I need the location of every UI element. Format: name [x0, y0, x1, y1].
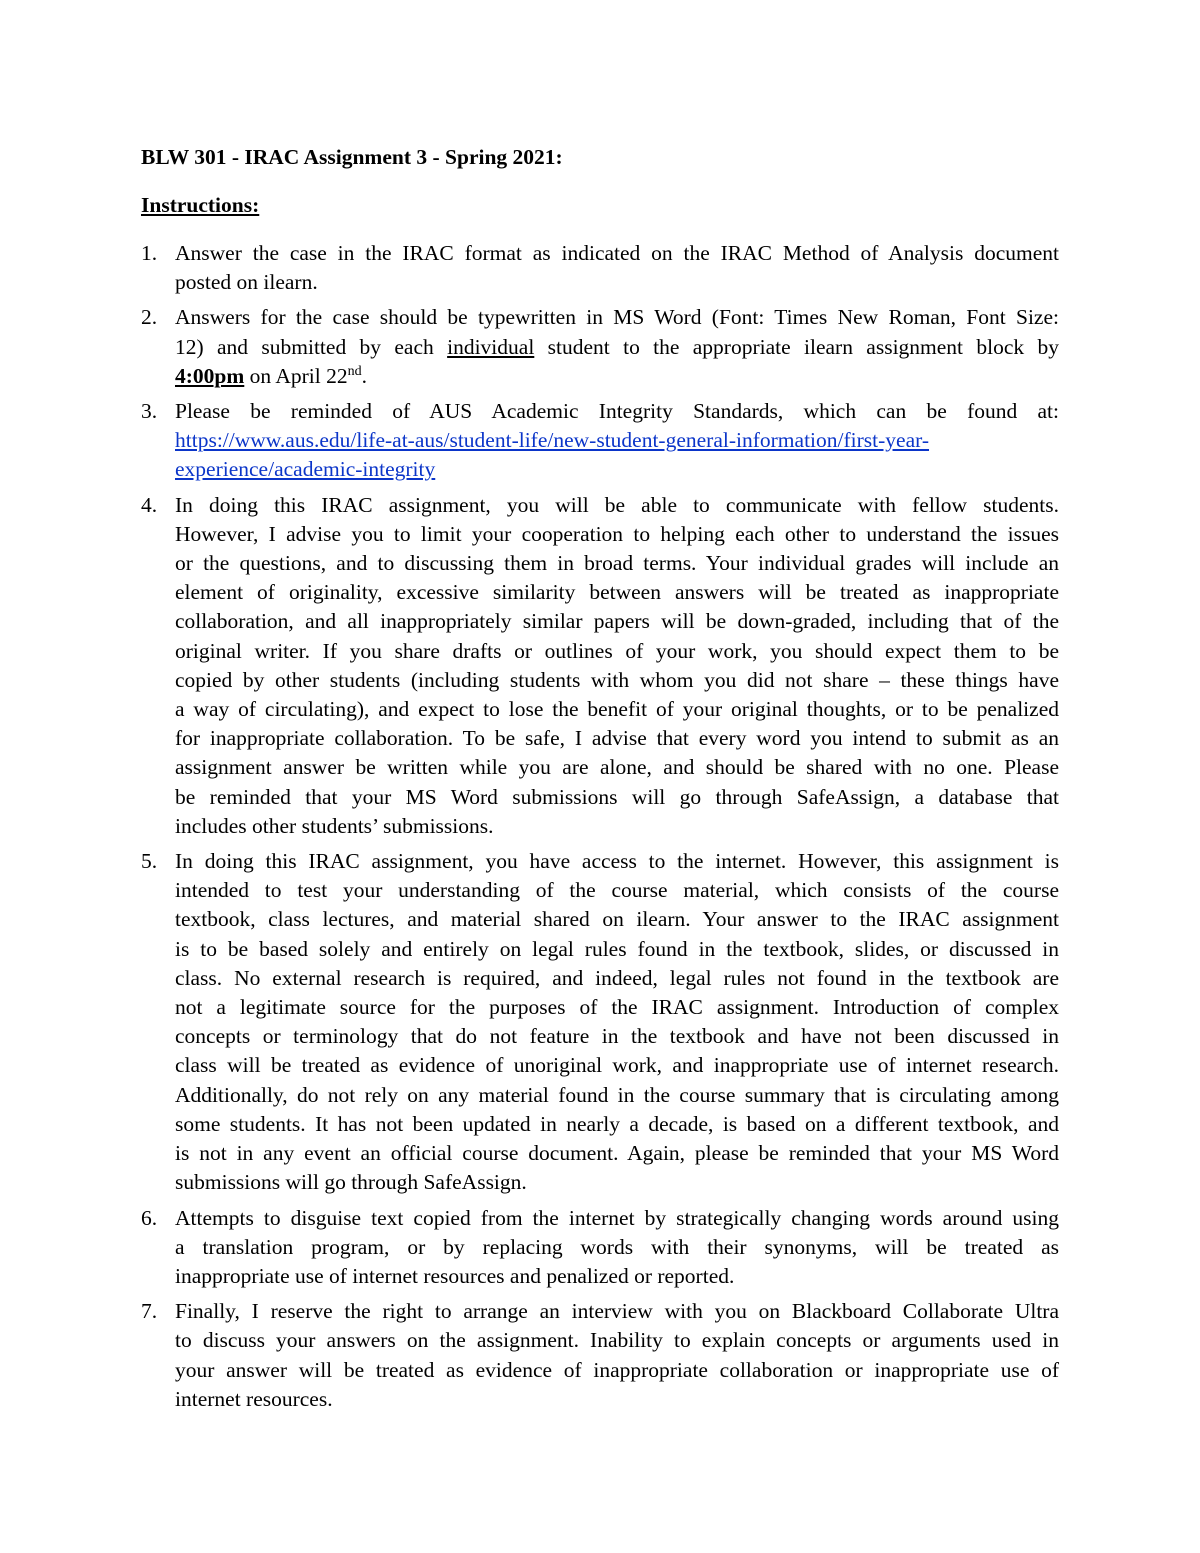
list-number: 7.	[141, 1299, 158, 1324]
deadline-line	[175, 362, 1059, 391]
text-line: your answer will be treated as evidence of inappropriate collaboration or inappropriate use of	[175, 1357, 1059, 1382]
academic-integrity-link-continued[interactable]: experience/academic-integrity	[175, 457, 436, 482]
list-number: 5.	[141, 849, 158, 874]
instruction-item-2	[141, 303, 1059, 391]
text-line: However, I advise you to limit your cooperation to helping each other to understand the issues	[175, 521, 1059, 546]
text-line: assignment answer be written while you are alone, and should be shared with no one. Please	[175, 755, 1059, 780]
instruction-item-4	[141, 491, 1059, 841]
list-number: 2.	[141, 305, 158, 330]
text-line: posted on ilearn.	[175, 270, 318, 295]
text-line: Additionally, do not rely on any material found in the course summary that is circulating among	[175, 1082, 1059, 1107]
text-line: textbook, class lectures, and material shared on ilearn. Your answer to the IRAC assignment	[175, 907, 1059, 932]
url-line	[175, 426, 1059, 455]
instructions-list	[141, 239, 1059, 1420]
text-line: internet resources.	[175, 1386, 333, 1411]
url-line	[175, 455, 1059, 484]
instruction-item-7	[141, 1297, 1059, 1414]
text-line: Answers for the case should be typewritten in MS Word (Font: Times New Roman, Font Size:	[175, 305, 1059, 330]
list-number: 6.	[141, 1205, 158, 1230]
text-line: a translation program, or by replacing words with their synonyms, will be treated as	[175, 1234, 1059, 1259]
underlined-word: individual	[447, 334, 535, 359]
text-line: submissions will go through SafeAssign.	[175, 1170, 527, 1195]
text-segment: 12) and submitted by each	[175, 334, 434, 359]
list-number: 4.	[141, 492, 158, 517]
text-line: Attempts to disguise text copied from the internet by strategically changing words around using	[175, 1205, 1059, 1230]
text-line: to discuss your answers on the assignment. Inability to explain concepts or arguments used in	[175, 1328, 1059, 1353]
instruction-item-3	[141, 397, 1059, 485]
text-line: includes other students’ submissions.	[175, 813, 494, 838]
text-line: class. No external research is required, and indeed, legal rules not found in the textbook are	[175, 965, 1059, 990]
text-line: collaboration, and all inappropriately similar papers will be down-graded, including that of the	[175, 609, 1059, 634]
ordinal-suffix: nd	[347, 363, 362, 379]
text-line: intended to test your understanding of the course material, which consists of the course	[175, 878, 1059, 903]
instruction-item-1	[141, 239, 1059, 297]
deadline-date: on April 22	[249, 363, 348, 388]
academic-integrity-link[interactable]: https://www.aus.edu/life-at-aus/student-life/new-student-general-information/first-year-	[175, 428, 930, 453]
document-title: BLW 301 - IRAC Assignment 3 - Spring 2021:	[141, 145, 563, 169]
instructions-heading: Instructions:	[141, 193, 260, 217]
text-line: is to be based solely and entirely on legal rules found in the textbook, slides, or discussed in	[175, 936, 1059, 961]
list-number: 1.	[141, 241, 158, 265]
text-line	[175, 333, 1059, 362]
text-line: is not in any event an official course document. Again, please be reminded that your MS Word	[175, 1141, 1059, 1166]
text-line: concepts or terminology that do not feature in the textbook and have not been discussed in	[175, 1024, 1059, 1049]
text-line: Please be reminded of AUS Academic Integrity Standards, which can be found at:	[175, 399, 1059, 424]
text-segment: .	[361, 363, 367, 388]
text-line: inappropriate use of internet resources and penalized or reported.	[175, 1263, 735, 1288]
text-line: or the questions, and to discussing them in broad terms. Your individual grades will include an	[175, 551, 1059, 576]
text-line: copied by other students (including students with whom you did not share – these things have	[175, 667, 1059, 692]
list-number: 3.	[141, 399, 158, 424]
text-line: In doing this IRAC assignment, you have access to the internet. However, this assignment is	[175, 849, 1059, 874]
deadline-time: 4:00pm	[175, 363, 245, 388]
text-segment: student to the appropriate ilearn assignment block by	[547, 334, 1059, 359]
text-line: Finally, I reserve the right to arrange an interview with you on Blackboard Collaborate Ultra	[175, 1299, 1059, 1324]
text-line: be reminded that your MS Word submissions will go through SafeAssign, a database that	[175, 784, 1059, 809]
text-line: not a legitimate source for the purposes of the IRAC assignment. Introduction of complex	[175, 995, 1059, 1020]
text-line: In doing this IRAC assignment, you will be able to communicate with fellow students.	[175, 492, 1059, 517]
text-line: some students. It has not been updated in nearly a decade, is based on a different textbook, and	[175, 1111, 1059, 1136]
text-line: class will be treated as evidence of unoriginal work, and inappropriate use of internet research.	[175, 1053, 1059, 1078]
text-line: element of originality, excessive similarity between answers will be treated as inappropriate	[175, 580, 1059, 605]
instruction-item-6	[141, 1204, 1059, 1292]
text-line: for inappropriate collaboration. To be safe, I advise that every word you intend to submit as an	[175, 726, 1059, 751]
text-line: a way of circulating), and expect to lose the benefit of your original thoughts, or to be penalized	[175, 697, 1059, 722]
text-line: original writer. If you share drafts or outlines of your work, you should expect them to be	[175, 638, 1059, 663]
instruction-item-5	[141, 847, 1059, 1197]
text-line: Answer the case in the IRAC format as indicated on the IRAC Method of Analysis document	[175, 241, 1059, 265]
